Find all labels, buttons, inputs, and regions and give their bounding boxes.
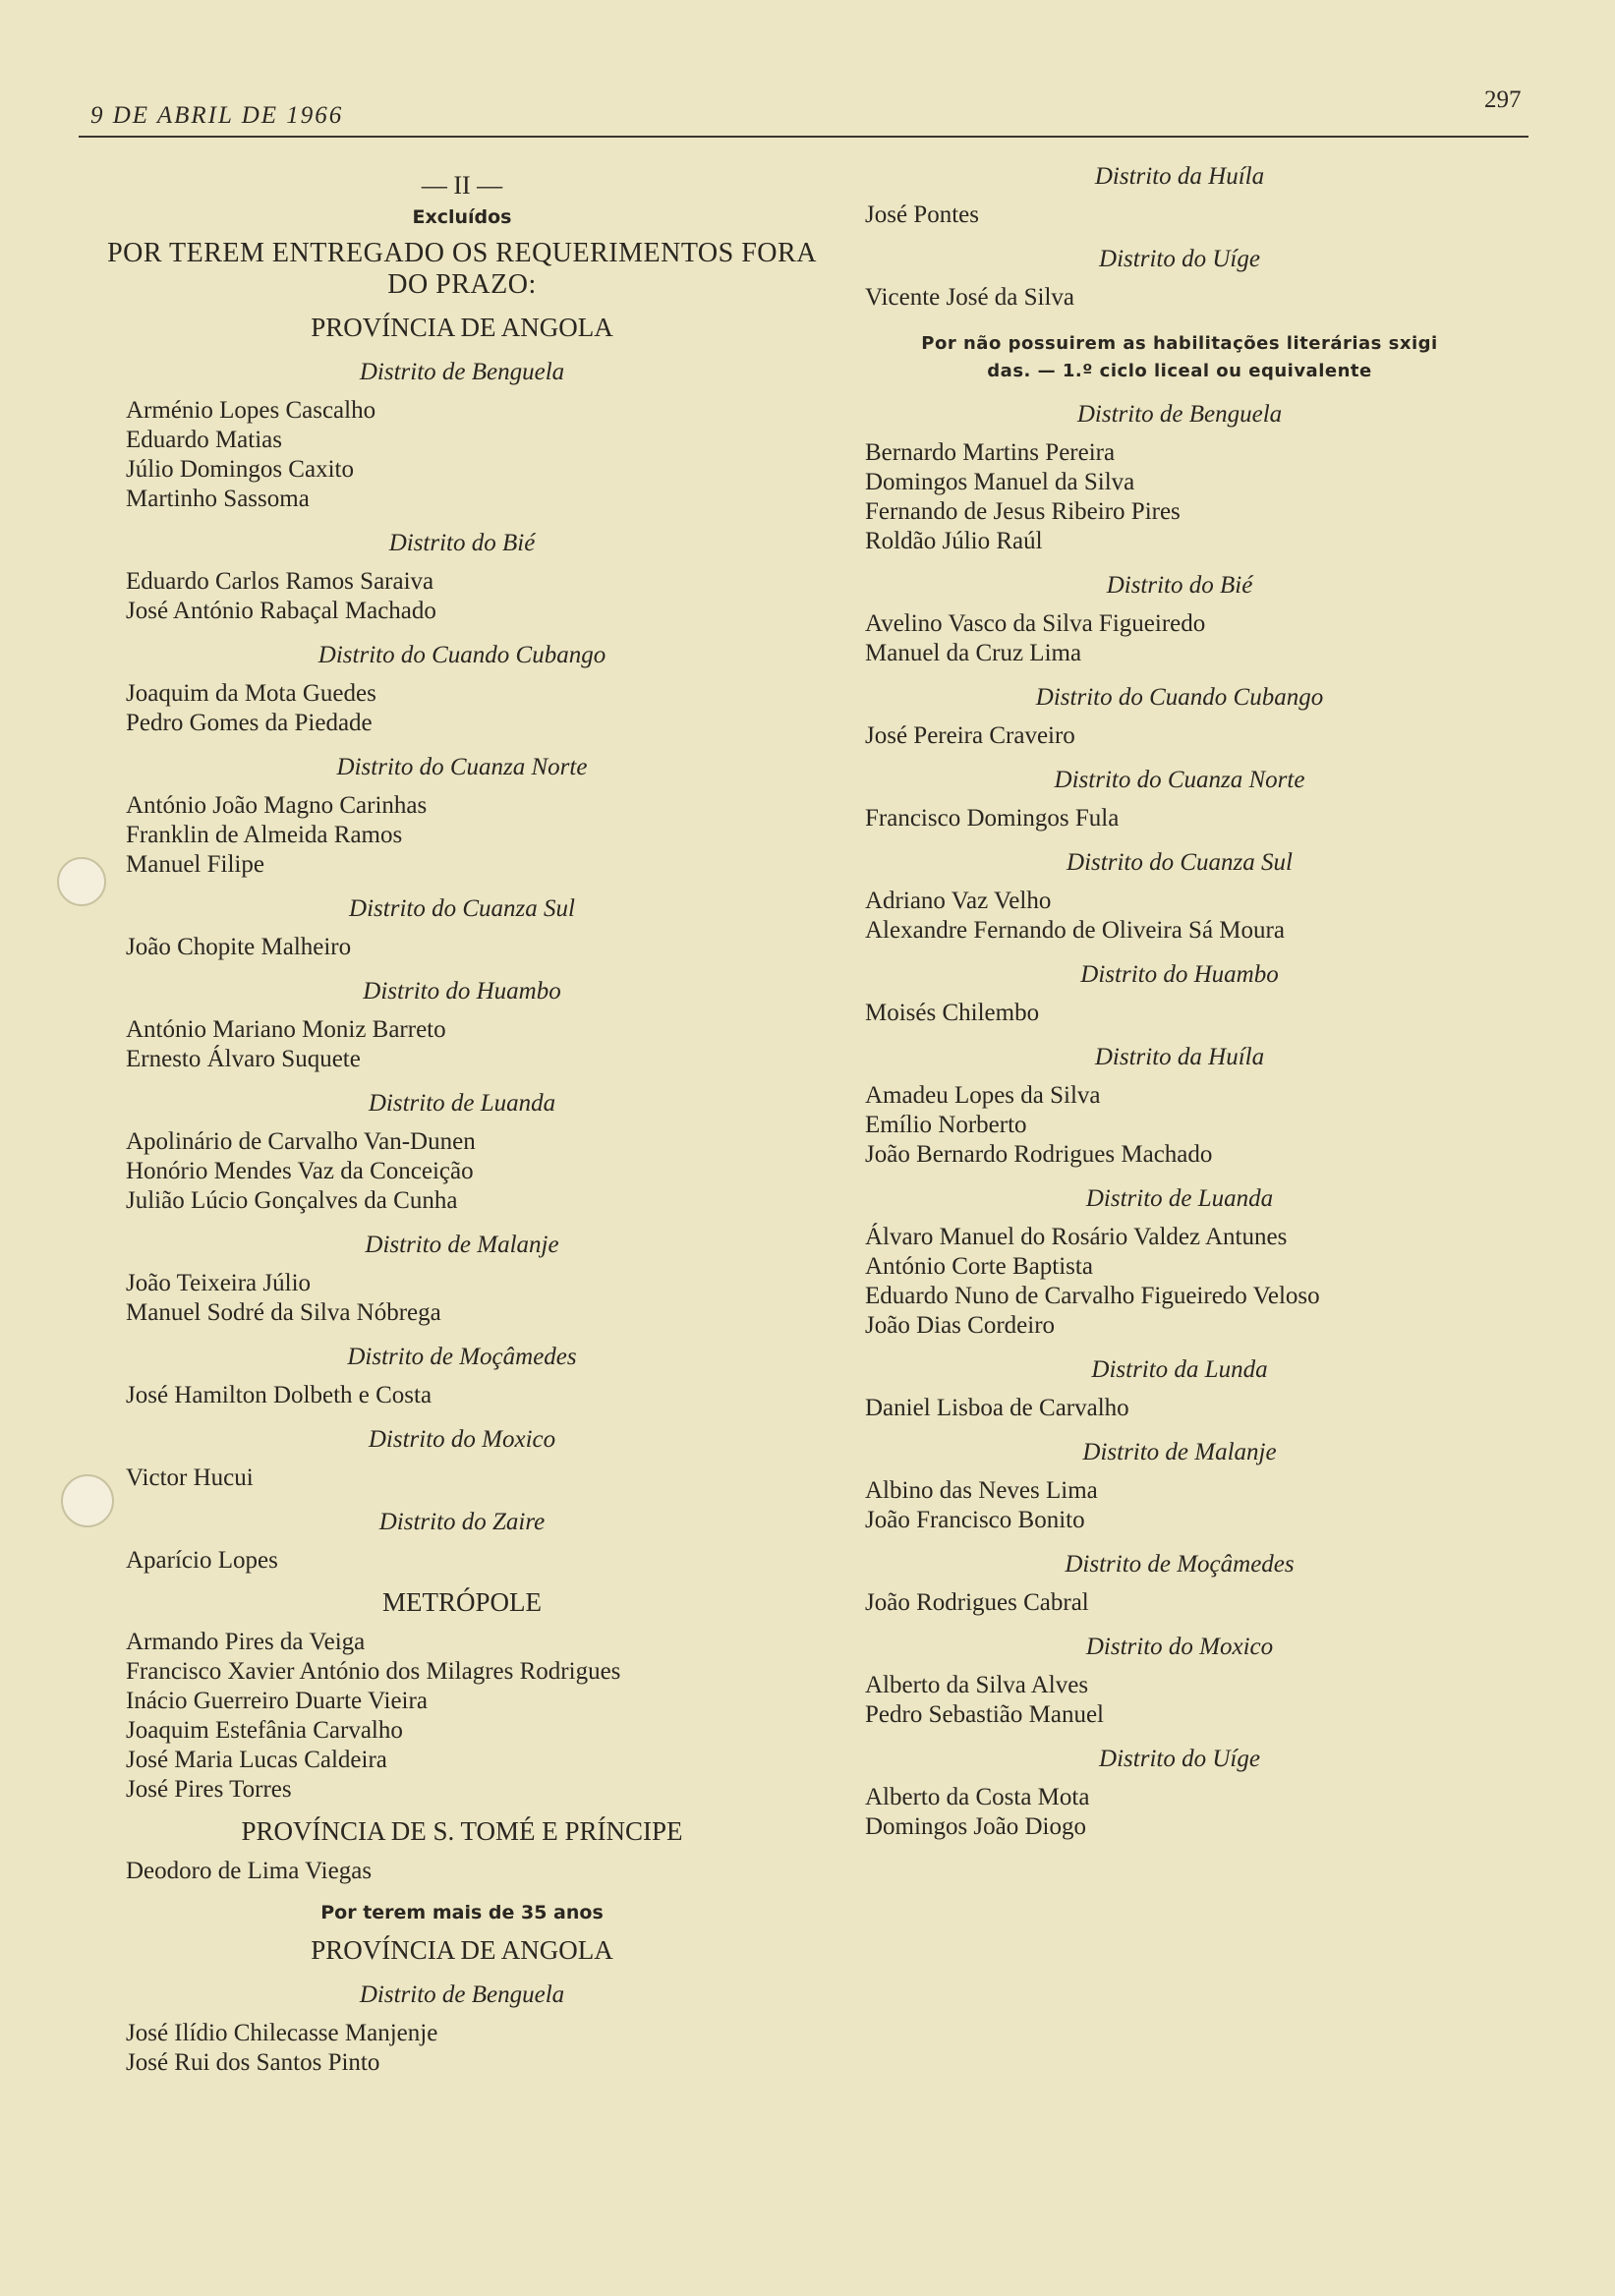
person-name: Ernesto Álvaro Suquete — [126, 1046, 361, 1072]
person-name: Armando Pires da Veiga — [126, 1629, 366, 1655]
person-name: José António Rabaçal Machado — [126, 598, 436, 624]
district-heading: Distrito da Lunda — [1091, 1356, 1268, 1383]
person-name: Roldão Júlio Raúl — [865, 528, 1043, 554]
district-list-education — [865, 401, 1494, 1842]
person-name: Pedro Sebastião Manuel — [865, 1701, 1105, 1728]
reason-heading-age: Por terem mais de 35 anos — [320, 1902, 604, 1923]
district-heading: Distrito do Bié — [388, 530, 536, 556]
person-name: José Pereira Craveiro — [865, 722, 1075, 749]
district-heading: Distrito do Huambo — [1080, 961, 1279, 988]
person-name: Vicente José da Silva — [865, 284, 1075, 311]
section-title: Excluídos — [412, 206, 512, 228]
person-name: Alexandre Fernando de Oliveira Sá Moura — [865, 917, 1285, 944]
name-list — [865, 1783, 1494, 1842]
person-name: José Pires Torres — [126, 1776, 292, 1803]
person-name: Julião Lúcio Gonçalves da Cunha — [126, 1187, 458, 1214]
name-list — [865, 201, 1494, 230]
person-name: João Chopite Malheiro — [126, 934, 352, 960]
district-heading: Distrito de Malanje — [365, 1232, 559, 1258]
district-heading: Distrito da Huíla — [1094, 1044, 1265, 1070]
person-name: Joaquim da Mota Guedes — [126, 680, 376, 707]
name-list — [865, 804, 1494, 833]
district-heading: Distrito do Cuando Cubango — [317, 642, 606, 668]
person-name: Júlio Domingos Caxito — [126, 456, 354, 483]
district-heading: Distrito do Zaire — [378, 1509, 546, 1535]
district-heading: Distrito do Moxico — [1085, 1634, 1274, 1660]
header-rule — [79, 136, 1528, 138]
person-name: Francisco Domingos Fula — [865, 805, 1120, 832]
person-name: Martinho Sassoma — [126, 486, 310, 512]
page-number: 297 — [1484, 86, 1522, 113]
name-list — [865, 283, 1494, 313]
person-name: Domingos João Diogo — [865, 1813, 1086, 1840]
person-name: Albino das Neves Lima — [865, 1477, 1098, 1504]
person-name: Emílio Norberto — [865, 1112, 1027, 1138]
person-name: Franklin de Almeida Ramos — [126, 822, 403, 848]
district-heading: Distrito do Moxico — [368, 1426, 556, 1453]
province-heading-angola: PROVÍNCIA DE ANGOLA — [311, 313, 613, 342]
person-name: António Corte Baptista — [865, 1253, 1093, 1280]
name-list — [88, 1464, 836, 1493]
district-heading: Distrito da Huíla — [1094, 163, 1265, 190]
district-heading: Distrito de Moçâmedes — [1065, 1551, 1295, 1578]
person-name: António Mariano Moniz Barreto — [126, 1016, 446, 1043]
person-name: Manuel Sodré da Silva Nóbrega — [126, 1299, 441, 1326]
name-list — [88, 1127, 836, 1216]
metropole-heading: METRÓPOLE — [382, 1587, 542, 1617]
reason-line-1: Por não possuirem as habilitações literárias sxigi — [921, 333, 1438, 354]
person-name: Amadeu Lopes da Silva — [865, 1082, 1101, 1109]
name-list — [865, 1588, 1494, 1618]
name-list — [88, 1381, 836, 1410]
metropole-name-list — [88, 1628, 836, 1805]
district-heading: Distrito de Moçâmedes — [347, 1344, 577, 1370]
name-list — [88, 396, 836, 514]
section-number: — II — — [421, 171, 503, 200]
header-date: 9 DE ABRIL DE 1966 — [90, 102, 344, 129]
person-name: Manuel Filipe — [126, 851, 264, 878]
person-name: Aparício Lopes — [126, 1547, 278, 1574]
person-name: Francisco Xavier António dos Milagres Rodrigues — [126, 1658, 621, 1685]
person-name: Eduardo Matias — [126, 427, 282, 453]
district-heading: Distrito do Uíge — [1099, 1746, 1260, 1772]
name-list — [865, 999, 1494, 1028]
person-name: Inácio Guerreiro Duarte Vieira — [126, 1688, 428, 1714]
person-name: José Rui dos Santos Pinto — [126, 2049, 380, 2076]
person-name: António João Magno Carinhas — [126, 792, 428, 819]
person-name: Alberto da Costa Mota — [865, 1784, 1090, 1810]
name-list — [865, 1394, 1494, 1423]
person-name: José Pontes — [865, 201, 979, 228]
person-name: João Teixeira Júlio — [126, 1270, 312, 1296]
person-name: Deodoro de Lima Viegas — [126, 1858, 373, 1884]
person-name: João Rodrigues Cabral — [865, 1589, 1089, 1616]
name-list — [88, 1015, 836, 1074]
person-name: Joaquim Estefânia Carvalho — [126, 1717, 403, 1744]
person-name: João Dias Cordeiro — [865, 1312, 1056, 1339]
name-list — [865, 721, 1494, 751]
reason-line-2: das. — 1.º ciclo liceal ou equivalente — [987, 361, 1372, 381]
province-heading-st: PROVÍNCIA DE S. TOMÉ E PRÍNCIPE — [241, 1816, 683, 1846]
person-name: Domingos Manuel da Silva — [865, 469, 1135, 495]
person-name: Eduardo Nuno de Carvalho Figueiredo Veloso — [865, 1283, 1320, 1309]
name-list — [865, 438, 1494, 556]
district-list-deadline-cont — [865, 163, 1494, 313]
district-heading: Distrito do Cuanza Sul — [1067, 849, 1293, 876]
person-name: Manuel da Cruz Lima — [865, 640, 1082, 666]
name-list — [865, 609, 1494, 668]
name-list — [88, 2019, 836, 2078]
district-list-age — [88, 1981, 836, 2078]
person-name: Pedro Gomes da Piedade — [126, 710, 373, 736]
person-name: Victor Hucui — [126, 1464, 254, 1491]
district-heading: Distrito do Cuando Cubango — [1035, 684, 1324, 711]
district-heading: Distrito de Luanda — [1085, 1185, 1274, 1212]
reason-heading-education — [865, 330, 1494, 385]
name-list — [88, 933, 836, 962]
person-name: Álvaro Manuel do Rosário Valdez Antunes — [865, 1224, 1288, 1250]
person-name: José Ilídio Chilecasse Manjenje — [126, 2020, 438, 2046]
district-heading: Distrito do Cuanza Norte — [1054, 767, 1305, 793]
name-list — [865, 1476, 1494, 1535]
district-heading: Distrito do Cuanza Norte — [336, 754, 588, 780]
person-name: José Hamilton Dolbeth e Costa — [126, 1382, 433, 1408]
st-name-list — [88, 1857, 836, 1886]
person-name: Fernando de Jesus Ribeiro Pires — [865, 498, 1181, 525]
person-name: João Francisco Bonito — [865, 1507, 1085, 1533]
name-list — [88, 1546, 836, 1576]
name-list — [865, 1081, 1494, 1170]
name-list — [88, 1269, 836, 1328]
district-list-deadline — [88, 359, 836, 1576]
person-name: José Maria Lucas Caldeira — [126, 1747, 387, 1773]
left-column — [88, 157, 836, 2078]
person-name: Moisés Chilembo — [865, 1000, 1040, 1026]
person-name: Honório Mendes Vaz da Conceição — [126, 1158, 474, 1184]
right-column — [865, 147, 1494, 1842]
name-list — [865, 1671, 1494, 1730]
person-name: Arménio Lopes Cascalho — [126, 397, 376, 424]
name-list — [88, 567, 836, 626]
district-heading: Distrito de Benguela — [1076, 401, 1283, 428]
district-heading: Distrito do Huambo — [363, 978, 561, 1004]
district-heading: Distrito de Benguela — [359, 359, 565, 385]
name-list — [88, 791, 836, 880]
person-name: Bernardo Martins Pereira — [865, 439, 1116, 466]
name-list — [88, 679, 836, 738]
district-heading: Distrito de Benguela — [359, 1981, 565, 2008]
name-list — [865, 887, 1494, 946]
person-name: Avelino Vasco da Silva Figueiredo — [865, 610, 1206, 637]
name-list — [865, 1223, 1494, 1341]
district-heading: Distrito de Malanje — [1082, 1439, 1277, 1465]
district-heading: Distrito do Bié — [1106, 572, 1253, 599]
district-heading: Distrito do Cuanza Sul — [349, 895, 575, 922]
person-name: Daniel Lisboa de Carvalho — [865, 1395, 1129, 1421]
district-heading: Distrito do Uíge — [1099, 246, 1260, 272]
district-heading: Distrito de Luanda — [368, 1090, 556, 1117]
reason-heading-deadline: POR TEREM ENTREGADO OS REQUERIMENTOS FORA DO PRAZO: — [107, 238, 817, 300]
person-name: Eduardo Carlos Ramos Saraiva — [126, 568, 434, 595]
person-name: João Bernardo Rodrigues Machado — [865, 1141, 1213, 1168]
province-heading-angola-age: PROVÍNCIA DE ANGOLA — [311, 1935, 613, 1965]
person-name: Apolinário de Carvalho Van-Dunen — [126, 1128, 476, 1155]
person-name: Alberto da Silva Alves — [865, 1672, 1089, 1698]
person-name: Adriano Vaz Velho — [865, 888, 1052, 914]
